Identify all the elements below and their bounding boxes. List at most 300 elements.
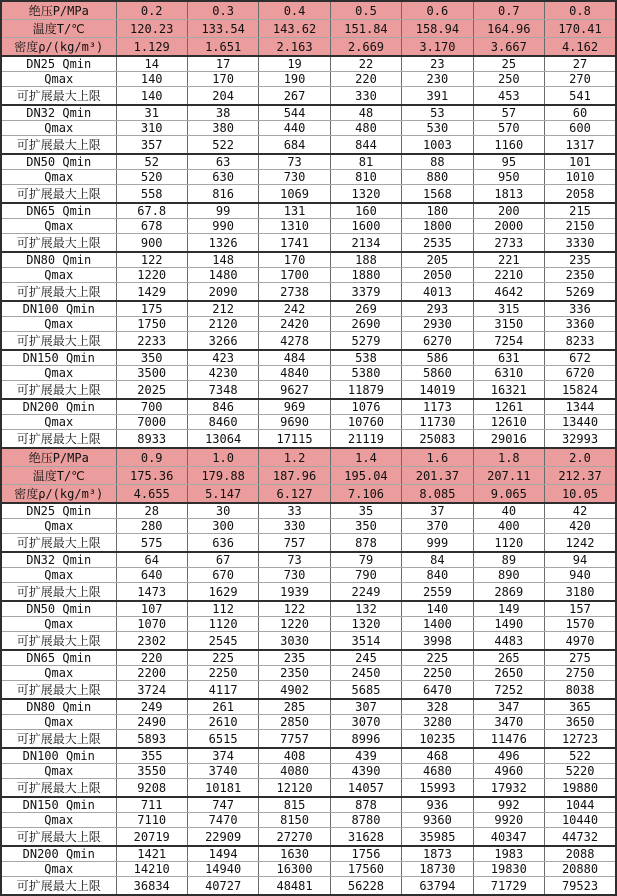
dn32-qmin-row-s1-value: 67 (187, 552, 258, 568)
dn200-expand-row-s1-value: 36834 (116, 877, 187, 896)
density-row-s1-value: 9.065 (473, 485, 544, 504)
dn100-qmin-row-s1-value: 408 (259, 748, 330, 764)
dn150-expand-row-s0-value: 9627 (259, 381, 330, 400)
dn200-qmin-row-s1 (1, 846, 616, 862)
dn50-qmin-row-s0-value: 101 (545, 154, 616, 170)
dn65-qmin-row-s1-value: 265 (473, 650, 544, 666)
dn150-expand-row-s0-value: 2025 (116, 381, 187, 400)
dn150-qmin-row-s1-value: 878 (330, 797, 401, 813)
dn65-expand-row-s0-value: 900 (116, 234, 187, 253)
dn65-qmin-row-s0-value: 200 (473, 203, 544, 219)
dn200-expand-row-s0-value: 21119 (330, 430, 401, 449)
dn25-expand-row-s1-value: 636 (187, 534, 258, 553)
dn150-expand-row-s1-value: 27270 (259, 828, 330, 847)
dn100-qmin-row-s0-value: 269 (330, 301, 401, 317)
dn50-qmax-row-s1-value: 1400 (402, 617, 473, 632)
dn50-qmax-row-s1-value: 1120 (187, 617, 258, 632)
dn25-qmax-row-s0-value: 170 (187, 72, 258, 87)
dn200-qmax-row-s0-label: Qmax (1, 415, 116, 430)
dn25-qmax-row-s0-value: 140 (116, 72, 187, 87)
dn100-qmin-row-s0-value: 336 (545, 301, 616, 317)
dn32-expand-row-s1-value: 1629 (187, 583, 258, 602)
dn100-qmin-row-s1-value: 355 (116, 748, 187, 764)
dn200-qmin-row-s0-value: 1076 (330, 399, 401, 415)
temperature-row-s0-value: 151.84 (330, 20, 401, 38)
dn32-qmax-row-s1-value: 730 (259, 568, 330, 583)
temperature-row-s0-value: 133.54 (187, 20, 258, 38)
dn32-expand-row-s0-value: 1317 (545, 136, 616, 155)
dn65-qmin-row-s0-value: 99 (187, 203, 258, 219)
pressure-row-s1-label: 绝压P/MPa (1, 448, 116, 467)
dn200-expand-row-s1 (1, 877, 616, 896)
dn150-expand-row-s0-label: 可扩展最大上限 (1, 381, 116, 400)
dn200-expand-row-s1-value: 48481 (259, 877, 330, 896)
dn50-qmin-row-s1-value: 149 (473, 601, 544, 617)
dn200-qmax-row-s1-label: Qmax (1, 862, 116, 877)
dn32-qmax-row-s1-value: 940 (545, 568, 616, 583)
dn80-qmin-row-s0-value: 170 (259, 252, 330, 268)
dn32-qmin-row-s0-value: 57 (473, 105, 544, 121)
dn50-expand-row-s0-label: 可扩展最大上限 (1, 185, 116, 204)
dn65-expand-row-s0-value: 1741 (259, 234, 330, 253)
dn32-expand-row-s0-value: 844 (330, 136, 401, 155)
dn150-expand-row-s0-value: 11879 (330, 381, 401, 400)
dn50-qmin-row-s0-value: 81 (330, 154, 401, 170)
dn65-qmax-row-s0-value: 1600 (330, 219, 401, 234)
dn32-expand-row-s1-value: 2249 (330, 583, 401, 602)
dn32-qmax-row-s0-value: 600 (545, 121, 616, 136)
dn100-qmin-row-s0-value: 175 (116, 301, 187, 317)
dn32-qmax-row-s1-value: 790 (330, 568, 401, 583)
dn32-qmax-row-s1-value: 840 (402, 568, 473, 583)
dn65-qmin-row-s1-value: 245 (330, 650, 401, 666)
dn50-qmin-row-s0-value: 63 (187, 154, 258, 170)
dn50-qmin-row-s0-value: 88 (402, 154, 473, 170)
dn80-qmin-row-s1-label: DN80 Qmin (1, 699, 116, 715)
dn100-expand-row-s1-value: 17932 (473, 779, 544, 798)
dn50-qmin-row-s1-label: DN50 Qmin (1, 601, 116, 617)
dn200-expand-row-s0-value: 32993 (545, 430, 616, 449)
dn200-qmax-row-s1-value: 14940 (187, 862, 258, 877)
dn150-qmax-row-s1-value: 7110 (116, 813, 187, 828)
density-row-s0 (1, 38, 616, 57)
dn100-expand-row-s0 (1, 332, 616, 351)
dn65-expand-row-s0-value: 1326 (187, 234, 258, 253)
dn80-qmin-row-s1-value: 328 (402, 699, 473, 715)
dn25-expand-row-s0-value: 204 (187, 87, 258, 106)
dn25-expand-row-s0-value: 391 (402, 87, 473, 106)
pressure-row-s0 (1, 1, 616, 20)
dn150-qmin-row-s0-value: 538 (330, 350, 401, 366)
dn150-qmax-row-s0-value: 5860 (402, 366, 473, 381)
dn200-qmin-row-s0-label: DN200 Qmin (1, 399, 116, 415)
dn65-qmin-row-s1-value: 225 (402, 650, 473, 666)
dn150-expand-row-s1-value: 40347 (473, 828, 544, 847)
dn150-qmin-row-s0-value: 423 (187, 350, 258, 366)
dn100-qmin-row-s0-value: 315 (473, 301, 544, 317)
dn50-qmin-row-s1-value: 132 (330, 601, 401, 617)
dn80-expand-row-s0-value: 2738 (259, 283, 330, 302)
dn200-expand-row-s1-value: 71729 (473, 877, 544, 896)
dn25-qmax-row-s1-label: Qmax (1, 519, 116, 534)
dn150-qmax-row-s0-value: 6720 (545, 366, 616, 381)
dn50-expand-row-s1-value: 4970 (545, 632, 616, 651)
dn100-qmax-row-s0-value: 2420 (259, 317, 330, 332)
dn65-expand-row-s1-value: 4902 (259, 681, 330, 700)
temperature-row-s0-value: 170.41 (545, 20, 616, 38)
dn25-expand-row-s1-label: 可扩展最大上限 (1, 534, 116, 553)
dn80-qmin-row-s0-label: DN80 Qmin (1, 252, 116, 268)
dn32-expand-row-s1-value: 1473 (116, 583, 187, 602)
dn65-expand-row-s1-value: 4117 (187, 681, 258, 700)
density-row-s1-value: 4.655 (116, 485, 187, 504)
dn80-qmin-row-s0-value: 205 (402, 252, 473, 268)
dn65-expand-row-s1-value: 7252 (473, 681, 544, 700)
dn25-qmin-row-s1-value: 40 (473, 503, 544, 519)
temperature-row-s1-value: 212.37 (545, 467, 616, 485)
dn100-qmax-row-s0 (1, 317, 616, 332)
density-row-s0-value: 3.170 (402, 38, 473, 57)
dn200-qmax-row-s0-value: 7000 (116, 415, 187, 430)
dn150-qmax-row-s0-value: 5380 (330, 366, 401, 381)
dn50-qmin-row-s1-value: 140 (402, 601, 473, 617)
dn100-qmin-row-s1 (1, 748, 616, 764)
dn50-qmax-row-s0-value: 730 (259, 170, 330, 185)
dn65-qmax-row-s0 (1, 219, 616, 234)
dn32-qmin-row-s0-value: 544 (259, 105, 330, 121)
density-row-s1-value: 7.106 (330, 485, 401, 504)
dn32-qmax-row-s0-value: 480 (330, 121, 401, 136)
dn32-qmin-row-s0 (1, 105, 616, 121)
dn100-expand-row-s1-value: 14057 (330, 779, 401, 798)
dn200-expand-row-s0 (1, 430, 616, 449)
dn80-expand-row-s1-value: 10235 (402, 730, 473, 749)
dn80-qmax-row-s0-label: Qmax (1, 268, 116, 283)
dn100-qmax-row-s0-value: 3360 (545, 317, 616, 332)
dn32-qmin-row-s0-value: 38 (187, 105, 258, 121)
dn100-qmax-row-s1-value: 4960 (473, 764, 544, 779)
dn25-qmax-row-s1 (1, 519, 616, 534)
dn80-qmax-row-s0 (1, 268, 616, 283)
dn150-expand-row-s1 (1, 828, 616, 847)
dn100-qmax-row-s1-value: 5220 (545, 764, 616, 779)
dn25-qmin-row-s0-value: 23 (402, 56, 473, 72)
dn25-qmin-row-s1-value: 28 (116, 503, 187, 519)
dn200-expand-row-s1-value: 79523 (545, 877, 616, 896)
dn50-qmax-row-s1-value: 1220 (259, 617, 330, 632)
dn25-qmin-row-s0-label: DN25 Qmin (1, 56, 116, 72)
dn150-qmin-row-s1 (1, 797, 616, 813)
dn50-qmax-row-s1-value: 1320 (330, 617, 401, 632)
dn200-qmax-row-s1-value: 18730 (402, 862, 473, 877)
dn200-qmin-row-s0 (1, 399, 616, 415)
dn65-qmin-row-s1-value: 275 (545, 650, 616, 666)
dn150-qmax-row-s0-value: 3500 (116, 366, 187, 381)
dn50-expand-row-s1 (1, 632, 616, 651)
dn80-expand-row-s1-label: 可扩展最大上限 (1, 730, 116, 749)
dn100-qmax-row-s0-value: 2690 (330, 317, 401, 332)
dn150-qmin-row-s1-value: 815 (259, 797, 330, 813)
temperature-row-s1-value: 195.04 (330, 467, 401, 485)
dn65-expand-row-s1-value: 8038 (545, 681, 616, 700)
dn150-qmin-row-s1-value: 936 (402, 797, 473, 813)
dn100-qmax-row-s0-value: 3150 (473, 317, 544, 332)
dn25-qmax-row-s1-value: 280 (116, 519, 187, 534)
dn32-expand-row-s0-value: 684 (259, 136, 330, 155)
pressure-row-s1-value: 1.6 (402, 448, 473, 467)
dn65-expand-row-s1-value: 3724 (116, 681, 187, 700)
temperature-row-s1-value: 175.36 (116, 467, 187, 485)
dn65-qmax-row-s1-value: 2250 (402, 666, 473, 681)
dn32-qmax-row-s0-value: 310 (116, 121, 187, 136)
dn50-expand-row-s1-value: 4483 (473, 632, 544, 651)
dn100-qmin-row-s1-value: 439 (330, 748, 401, 764)
dn25-qmin-row-s0-value: 19 (259, 56, 330, 72)
dn200-qmin-row-s1-value: 1494 (187, 846, 258, 862)
dn25-qmax-row-s0-value: 190 (259, 72, 330, 87)
dn80-expand-row-s1-value: 12723 (545, 730, 616, 749)
dn65-qmax-row-s0-label: Qmax (1, 219, 116, 234)
dn25-expand-row-s1-value: 757 (259, 534, 330, 553)
dn25-qmin-row-s1-value: 37 (402, 503, 473, 519)
dn200-qmin-row-s0-value: 969 (259, 399, 330, 415)
dn50-qmax-row-s1-value: 1070 (116, 617, 187, 632)
dn65-qmin-row-s1-value: 220 (116, 650, 187, 666)
dn200-qmin-row-s1-value: 1630 (259, 846, 330, 862)
dn65-qmin-row-s1-value: 225 (187, 650, 258, 666)
dn50-qmin-row-s0-value: 52 (116, 154, 187, 170)
dn200-expand-row-s0-value: 17115 (259, 430, 330, 449)
dn100-qmax-row-s0-label: Qmax (1, 317, 116, 332)
dn25-qmax-row-s0-value: 230 (402, 72, 473, 87)
dn80-qmax-row-s0-value: 1700 (259, 268, 330, 283)
dn200-qmax-row-s1 (1, 862, 616, 877)
dn100-qmax-row-s0-value: 2120 (187, 317, 258, 332)
pressure-row-s0-value: 0.5 (330, 1, 401, 20)
dn100-expand-row-s0-value: 2233 (116, 332, 187, 351)
pressure-row-s0-value: 0.2 (116, 1, 187, 20)
dn25-expand-row-s0 (1, 87, 616, 106)
dn80-qmax-row-s1-value: 3470 (473, 715, 544, 730)
dn150-qmin-row-s1-value: 1044 (545, 797, 616, 813)
pressure-row-s0-value: 0.7 (473, 1, 544, 20)
dn50-qmax-row-s0-value: 520 (116, 170, 187, 185)
pressure-row-s1-value: 1.0 (187, 448, 258, 467)
dn200-qmin-row-s0-value: 700 (116, 399, 187, 415)
dn150-qmax-row-s0 (1, 366, 616, 381)
dn80-qmax-row-s0-value: 2210 (473, 268, 544, 283)
dn200-qmin-row-s1-value: 1756 (330, 846, 401, 862)
dn50-expand-row-s0-value: 558 (116, 185, 187, 204)
dn80-qmax-row-s1-value: 2610 (187, 715, 258, 730)
dn65-expand-row-s1-label: 可扩展最大上限 (1, 681, 116, 700)
dn50-qmax-row-s0-value: 1010 (545, 170, 616, 185)
dn65-expand-row-s0-value: 3330 (545, 234, 616, 253)
dn50-qmax-row-s0-value: 880 (402, 170, 473, 185)
dn150-qmin-row-s1-value: 992 (473, 797, 544, 813)
dn80-qmin-row-s1-value: 261 (187, 699, 258, 715)
dn200-qmax-row-s0-value: 9690 (259, 415, 330, 430)
dn50-qmin-row-s0-value: 73 (259, 154, 330, 170)
dn32-qmin-row-s1-label: DN32 Qmin (1, 552, 116, 568)
dn150-qmin-row-s1-value: 747 (187, 797, 258, 813)
dn50-qmax-row-s1-label: Qmax (1, 617, 116, 632)
dn65-expand-row-s1 (1, 681, 616, 700)
dn32-qmin-row-s0-value: 31 (116, 105, 187, 121)
dn50-expand-row-s0-value: 1069 (259, 185, 330, 204)
dn25-expand-row-s1-value: 1242 (545, 534, 616, 553)
pressure-row-s0-value: 0.4 (259, 1, 330, 20)
dn80-expand-row-s0-value: 4642 (473, 283, 544, 302)
dn25-qmin-row-s0-value: 22 (330, 56, 401, 72)
dn100-qmin-row-s0 (1, 301, 616, 317)
dn65-expand-row-s0-value: 2134 (330, 234, 401, 253)
temperature-row-s1-value: 201.37 (402, 467, 473, 485)
dn25-qmin-row-s1-label: DN25 Qmin (1, 503, 116, 519)
dn200-expand-row-s0-value: 29016 (473, 430, 544, 449)
dn80-qmin-row-s0-value: 221 (473, 252, 544, 268)
temperature-row-s0-value: 143.62 (259, 20, 330, 38)
dn150-qmax-row-s1-label: Qmax (1, 813, 116, 828)
dn32-qmax-row-s1-value: 670 (187, 568, 258, 583)
dn25-expand-row-s0-value: 140 (116, 87, 187, 106)
dn100-qmax-row-s1 (1, 764, 616, 779)
dn150-qmax-row-s1-value: 10440 (545, 813, 616, 828)
dn32-qmax-row-s1 (1, 568, 616, 583)
dn50-qmax-row-s1-value: 1490 (473, 617, 544, 632)
pressure-row-s1-value: 2.0 (545, 448, 616, 467)
dn32-expand-row-s0-value: 1160 (473, 136, 544, 155)
dn50-qmin-row-s1-value: 107 (116, 601, 187, 617)
dn80-qmax-row-s0-value: 1880 (330, 268, 401, 283)
dn100-expand-row-s0-value: 3266 (187, 332, 258, 351)
dn150-qmin-row-s1-label: DN150 Qmin (1, 797, 116, 813)
dn32-expand-row-s0-label: 可扩展最大上限 (1, 136, 116, 155)
dn200-expand-row-s1-value: 56228 (330, 877, 401, 896)
density-row-s0-value: 3.667 (473, 38, 544, 57)
dn200-qmin-row-s0-value: 1261 (473, 399, 544, 415)
dn150-qmax-row-s0-value: 4230 (187, 366, 258, 381)
dn50-expand-row-s1-label: 可扩展最大上限 (1, 632, 116, 651)
dn100-expand-row-s0-value: 7254 (473, 332, 544, 351)
dn50-qmin-row-s0 (1, 154, 616, 170)
dn200-qmax-row-s0-value: 13440 (545, 415, 616, 430)
dn100-expand-row-s1-value: 12120 (259, 779, 330, 798)
dn25-qmin-row-s0 (1, 56, 616, 72)
dn65-qmax-row-s1-value: 2750 (545, 666, 616, 681)
dn25-qmin-row-s0-value: 27 (545, 56, 616, 72)
dn80-qmax-row-s0-value: 2350 (545, 268, 616, 283)
dn65-qmax-row-s0-value: 678 (116, 219, 187, 234)
dn100-expand-row-s1-value: 10181 (187, 779, 258, 798)
dn100-qmin-row-s0-value: 293 (402, 301, 473, 317)
dn25-qmax-row-s0-label: Qmax (1, 72, 116, 87)
density-row-s1-value: 6.127 (259, 485, 330, 504)
pressure-row-s1-value: 1.2 (259, 448, 330, 467)
dn80-qmin-row-s1 (1, 699, 616, 715)
density-row-s0-label: 密度ρ/(kg/m³) (1, 38, 116, 57)
dn100-expand-row-s1-label: 可扩展最大上限 (1, 779, 116, 798)
dn150-qmax-row-s0-label: Qmax (1, 366, 116, 381)
dn32-qmin-row-s0-value: 48 (330, 105, 401, 121)
dn80-qmin-row-s0-value: 122 (116, 252, 187, 268)
dn200-expand-row-s0-value: 13064 (187, 430, 258, 449)
dn65-qmin-row-s0 (1, 203, 616, 219)
dn150-qmin-row-s0 (1, 350, 616, 366)
dn200-qmin-row-s1-value: 1983 (473, 846, 544, 862)
dn100-expand-row-s1-value: 9208 (116, 779, 187, 798)
dn32-expand-row-s1-value: 2869 (473, 583, 544, 602)
dn65-qmin-row-s0-value: 67.8 (116, 203, 187, 219)
dn25-qmin-row-s1-value: 30 (187, 503, 258, 519)
dn200-qmin-row-s0-value: 1173 (402, 399, 473, 415)
dn25-expand-row-s0-value: 453 (473, 87, 544, 106)
dn65-qmin-row-s0-label: DN65 Qmin (1, 203, 116, 219)
dn200-qmin-row-s1-label: DN200 Qmin (1, 846, 116, 862)
pressure-row-s0-label: 绝压P/MPa (1, 1, 116, 20)
dn80-qmax-row-s1-label: Qmax (1, 715, 116, 730)
dn200-qmax-row-s1-value: 16300 (259, 862, 330, 877)
dn25-qmax-row-s1-value: 420 (545, 519, 616, 534)
dn80-qmax-row-s0-value: 1480 (187, 268, 258, 283)
dn200-expand-row-s1-value: 63794 (402, 877, 473, 896)
pressure-row-s0-value: 0.3 (187, 1, 258, 20)
dn80-expand-row-s0-value: 5269 (545, 283, 616, 302)
dn80-qmax-row-s1-value: 3650 (545, 715, 616, 730)
dn100-qmax-row-s1-value: 4080 (259, 764, 330, 779)
dn80-qmin-row-s1-value: 347 (473, 699, 544, 715)
dn80-expand-row-s1-value: 11476 (473, 730, 544, 749)
dn150-qmin-row-s0-value: 672 (545, 350, 616, 366)
dn150-expand-row-s1-value: 35985 (402, 828, 473, 847)
dn32-qmin-row-s0-value: 53 (402, 105, 473, 121)
dn150-qmin-row-s1-value: 711 (116, 797, 187, 813)
dn50-qmax-row-s0 (1, 170, 616, 185)
dn65-qmax-row-s0-value: 1800 (402, 219, 473, 234)
dn65-qmax-row-s1-label: Qmax (1, 666, 116, 681)
dn150-qmin-row-s0-value: 484 (259, 350, 330, 366)
dn200-qmax-row-s0-value: 12610 (473, 415, 544, 430)
dn200-qmax-row-s1-value: 20880 (545, 862, 616, 877)
dn25-qmin-row-s1 (1, 503, 616, 519)
dn65-expand-row-s1-value: 5685 (330, 681, 401, 700)
dn25-qmax-row-s0-value: 270 (545, 72, 616, 87)
temperature-row-s1-value: 187.96 (259, 467, 330, 485)
dn32-qmax-row-s0-value: 380 (187, 121, 258, 136)
dn65-qmax-row-s1-value: 2200 (116, 666, 187, 681)
dn25-qmax-row-s0-value: 220 (330, 72, 401, 87)
dn100-expand-row-s1 (1, 779, 616, 798)
dn32-qmin-row-s1-value: 64 (116, 552, 187, 568)
dn150-qmax-row-s0-value: 6310 (473, 366, 544, 381)
temperature-row-s0-value: 158.94 (402, 20, 473, 38)
dn100-qmin-row-s1-value: 496 (473, 748, 544, 764)
dn32-qmax-row-s1-value: 890 (473, 568, 544, 583)
dn150-expand-row-s1-value: 31628 (330, 828, 401, 847)
density-row-s1-value: 5.147 (187, 485, 258, 504)
dn25-qmin-row-s0-value: 14 (116, 56, 187, 72)
dn100-qmax-row-s1-value: 3550 (116, 764, 187, 779)
dn150-qmin-row-s0-value: 586 (402, 350, 473, 366)
dn50-qmax-row-s0-value: 810 (330, 170, 401, 185)
dn200-qmax-row-s0 (1, 415, 616, 430)
temperature-row-s1-label: 温度T/℃ (1, 467, 116, 485)
dn32-qmax-row-s0-value: 530 (402, 121, 473, 136)
dn200-qmin-row-s1-value: 1873 (402, 846, 473, 862)
dn200-qmin-row-s1-value: 1421 (116, 846, 187, 862)
dn32-expand-row-s0-value: 522 (187, 136, 258, 155)
dn80-expand-row-s0-value: 1429 (116, 283, 187, 302)
